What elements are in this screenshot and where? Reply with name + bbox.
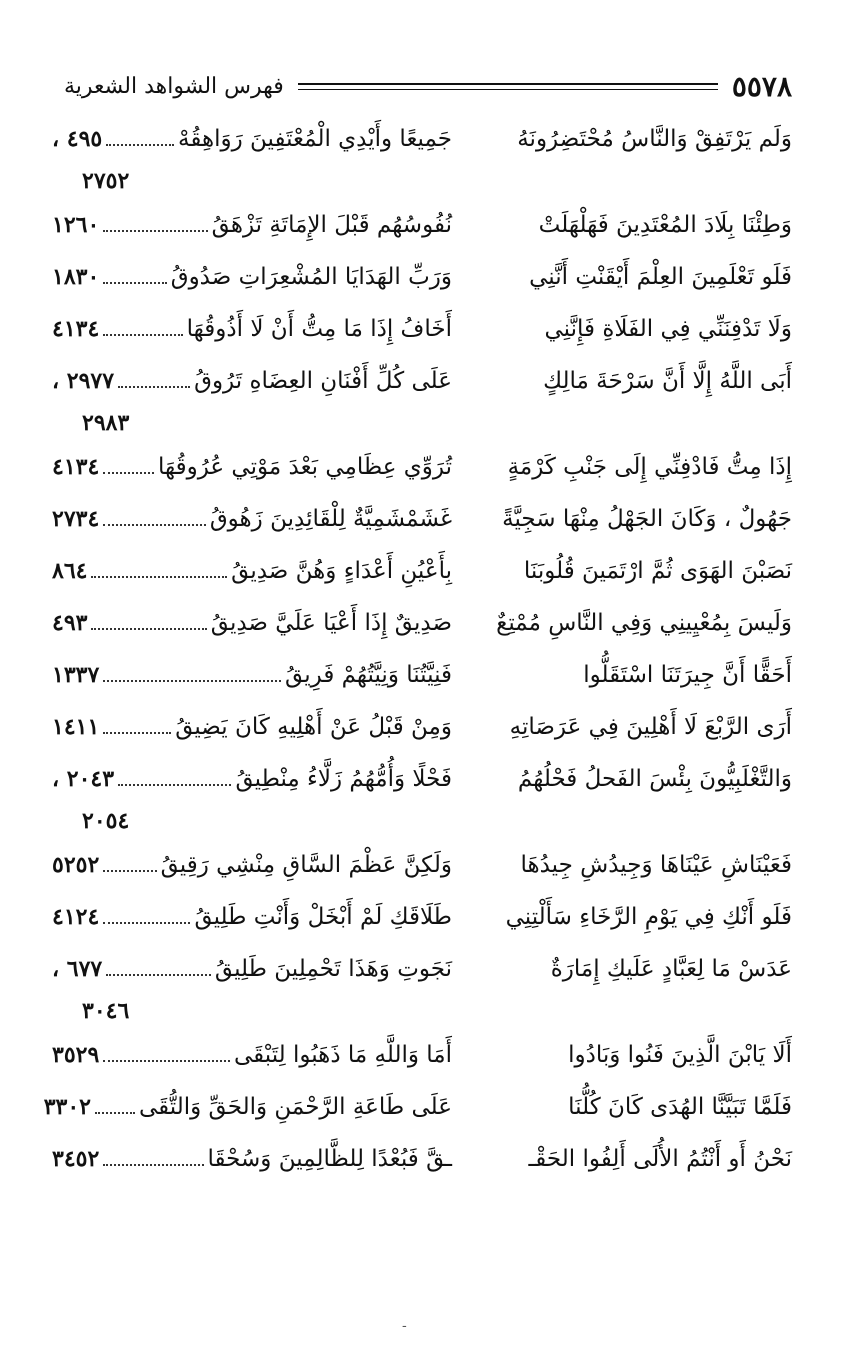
second-hemistich-line — [52, 1146, 452, 1172]
second-hemistich: عَلَى طَاعَةِ الرَّحْمَنِ وَالحَقِّ وَالتُّقَى — [138, 1094, 452, 1120]
verse-entry — [52, 1138, 792, 1190]
verse-entry — [52, 498, 792, 550]
first-hemistich: فَعَيْنَاشِ عَيْنَاهَا وَجِيدُشِ جِيدُهَا — [520, 852, 792, 878]
leader-dots — [103, 680, 281, 682]
first-hemistich: عَدَسْ مَا لِعَبَّادٍ عَلَيكِ إِمَارَةٌ — [550, 956, 792, 982]
page-references: ٨٦٤ — [52, 558, 88, 584]
page-references: ٤٩٥ ، — [52, 126, 103, 152]
first-hemistich: أَبَى اللَّهُ إِلَّا أَنَّ سَرْحَةَ مَالِكٍ — [543, 368, 792, 394]
second-hemistich: طَلَاقَكِ لَمْ أَبْخَلْ وَأَنْتِ طَلِيقُ — [194, 904, 452, 930]
page-references: ١٣٣٧ — [52, 662, 100, 688]
leader-dots — [95, 1112, 135, 1114]
first-hemistich: وَلَيسَ بِمُعْيِينِي وَفِي النَّاسِ مُمْتِعٌ — [496, 610, 792, 636]
page-references: ٣٤٥٢ — [52, 1146, 100, 1172]
leader-dots — [118, 386, 190, 388]
second-hemistich-line — [43, 1094, 452, 1120]
verse-entry — [43, 1086, 792, 1138]
page-references: ٤١٣٤ — [52, 316, 100, 342]
page-references-continued: ٢٧٥٢ — [82, 168, 130, 194]
second-hemistich-line — [52, 316, 452, 342]
verse-entry — [52, 1034, 792, 1086]
page-references: ٤١٢٤ — [52, 904, 100, 930]
leader-dots — [103, 1060, 230, 1062]
leader-dots — [103, 732, 171, 734]
second-hemistich: فَنِيَّتُنَا وَنِيَّتُهُمْ فَرِيقُ — [285, 662, 452, 688]
verse-entry — [52, 758, 792, 844]
page-references: ٣٥٢٩ — [52, 1042, 100, 1068]
page-references: ٤٩٣ — [52, 610, 88, 636]
first-hemistich: أَرَى الرَّبْعَ لَا أَهْلِينَ فِي عَرَصَاتِهِ — [509, 714, 792, 740]
second-hemistich-line — [52, 956, 452, 982]
first-hemistich: وَالتَّغْلَبِيُّونَ بِئْسَ الفَحلُ فَحْلُهُمُ — [517, 766, 792, 792]
second-hemistich: غَشَمْشَمِيَّةٌ لِلْقَائِدِينَ زَهُوقُ — [209, 506, 452, 532]
verse-entry — [52, 118, 792, 204]
leader-dots — [91, 628, 206, 630]
leader-dots — [103, 472, 154, 474]
first-hemistich: نَحْنُ أَو أَنْتُمُ الأُلَى أَلِفُوا الحَقْـ — [528, 1146, 792, 1172]
second-hemistich: عَلَى كُلِّ أَفْنَانِ العِضَاهِ تَرُوقُ — [194, 368, 452, 394]
page-references: ٦٧٧ ، — [52, 956, 103, 982]
verse-entry — [52, 550, 792, 602]
second-hemistich-line — [52, 454, 452, 480]
second-hemistich-line — [52, 368, 452, 394]
second-hemistich-line — [52, 212, 452, 238]
verse-entry — [52, 360, 792, 446]
running-title: فهرس الشواهد الشعرية — [64, 73, 284, 99]
first-hemistich: فَلَو أَنْكِ فِي يَوْمِ الرَّخَاءِ سَأَلْتِنِي — [505, 904, 792, 930]
second-hemistich-line — [52, 506, 452, 532]
first-hemistich: فَلَمَّا تَبَيَّنَّا الهُدَى كَانَ كُلُّنَا — [568, 1094, 792, 1120]
first-hemistich: جَهُولٌ ، وَكَانَ الجَهْلُ مِنْهَا سَجِيَّةً — [502, 506, 792, 532]
second-hemistich-line — [52, 766, 452, 792]
second-hemistich-line — [52, 126, 452, 152]
verse-entry — [52, 706, 792, 758]
page-references-continued: ٢٩٨٣ — [82, 410, 130, 436]
leader-dots — [106, 974, 211, 976]
page-number: ٥٥٧٨ — [731, 69, 792, 103]
verse-entry — [52, 204, 792, 256]
verse-index-list — [43, 118, 792, 1190]
second-hemistich: صَدِيقٌ إِذَا أَعْيَا عَلَيَّ صَدِيقُ — [210, 610, 452, 636]
leader-dots — [103, 334, 182, 336]
second-hemistich: ـقَّ فَبُعْدًا لِلظَّالِمِينَ وَسُحْقَا — [207, 1146, 452, 1172]
second-hemistich: جَمِيعًا وأَيْدِي الْمُعْتَفِينَ رَوَاهِقُهْ — [178, 126, 452, 152]
second-hemistich-line — [52, 558, 452, 584]
leader-dots — [106, 144, 174, 146]
leader-dots — [103, 1164, 203, 1166]
second-hemistich: نُفُوسُهُم قَبْلَ الإِمَاتَةِ تَزْهَقُ — [211, 212, 452, 238]
verse-entry — [52, 602, 792, 654]
second-hemistich: أَخَافُ إِذَا مَا مِتُّ أَنْ لَا أَذُوقُهَا — [186, 316, 452, 342]
page-references: ٤١٣٤ — [52, 454, 100, 480]
second-hemistich-line — [52, 1042, 452, 1068]
verse-entry — [52, 948, 792, 1034]
second-hemistich: نَجَوتِ وَهَذَا تَحْمِلِينَ طَلِيقُ — [214, 956, 452, 982]
second-hemistich-line — [52, 714, 452, 740]
verse-entry — [52, 256, 792, 308]
second-hemistich: بِأَعْيُنِ أَعْدَاءٍ وَهُنَّ صَدِيقُ — [231, 558, 452, 584]
leader-dots — [103, 282, 166, 284]
page-references: ٢٩٧٧ ، — [52, 368, 115, 394]
page-references: ١٢٦٠ — [52, 212, 100, 238]
page-references-continued: ٢٠٥٤ — [82, 808, 130, 834]
second-hemistich-line — [52, 904, 452, 930]
first-hemistich: إِذَا مِتُّ فَادْفِنِّي إِلَى جَنْبِ كَرْمَةٍ — [507, 454, 792, 480]
second-hemistich: أَمَا وَاللَّهِ مَا ذَهَبُوا لِتَبْقَى — [233, 1042, 452, 1068]
leader-dots — [103, 922, 190, 924]
first-hemistich: نَصَبْنَ الهَوَى ثُمَّ ارْتَمَينَ قُلُوبَنَا — [523, 558, 792, 584]
leader-dots — [103, 230, 207, 232]
verse-entry — [52, 896, 792, 948]
page-header — [64, 64, 792, 108]
leader-dots — [103, 870, 156, 872]
first-hemistich: وَلَا تَدْفِنَنِّي فِي الفَلَاةِ فَإِنَّنِي — [544, 316, 792, 342]
leader-dots — [118, 784, 231, 786]
first-hemistich: فَلَو تَعْلَمِينَ العِلْمَ أَيْقَنْتِ أَنَّنِي — [529, 264, 792, 290]
verse-entry — [52, 446, 792, 498]
page-references: ٣٣٠٢ — [43, 1094, 91, 1120]
leader-dots — [91, 576, 227, 578]
second-hemistich-line — [52, 662, 452, 688]
second-hemistich: تُرَوِّي عِظَامِي بَعْدَ مَوْتِي عُرُوقُهَا — [157, 454, 452, 480]
footer-mark: - — [402, 1318, 407, 1334]
page-references-continued: ٣٠٤٦ — [82, 998, 130, 1024]
second-hemistich-line — [52, 852, 452, 878]
page-references: ٢٧٣٤ — [52, 506, 100, 532]
verse-entry — [52, 654, 792, 706]
verse-entry — [52, 844, 792, 896]
page-references: ١٨٣٠ — [52, 264, 100, 290]
second-hemistich-line — [52, 264, 452, 290]
first-hemistich: أَحَقًّا أَنَّ جِيرَتَنَا اسْتَقَلُّوا — [583, 662, 792, 688]
first-hemistich: أَلَا يَابْنَ الَّذِينَ فَنُوا وَبَادُوا — [568, 1042, 792, 1068]
header-rule — [298, 83, 718, 90]
second-hemistich: وَرَبِّ الهَدَايَا المُشْعِرَاتِ صَدُوقُ — [170, 264, 452, 290]
second-hemistich: وَمِنْ قَبْلُ عَنْ أَهْلِيهِ كَانَ يَضِيقُ — [175, 714, 452, 740]
first-hemistich: وَطِئْنَا بِلَادَ المُعْتَدِينَ فَهَلْهَلَتْ — [538, 212, 792, 238]
second-hemistich-line — [52, 610, 452, 636]
second-hemistich: فَحْلًا وَأُمُّهُمُ زَلَّاءُ مِنْطِيقُ — [235, 766, 452, 792]
leader-dots — [103, 524, 206, 526]
page-references: ٢٠٤٣ ، — [52, 766, 115, 792]
first-hemistich: وَلَم يَرْتَفِقْ وَالنَّاسُ مُحْتَضِرُونَهُ — [517, 126, 792, 152]
second-hemistich: وَلَكِنَّ عَظْمَ السَّاقِ مِنْشِي رَقِيقُ — [160, 852, 452, 878]
verse-entry — [52, 308, 792, 360]
page-references: ١٤١١ — [52, 714, 100, 740]
page-references: ٥٢٥٢ — [52, 852, 100, 878]
